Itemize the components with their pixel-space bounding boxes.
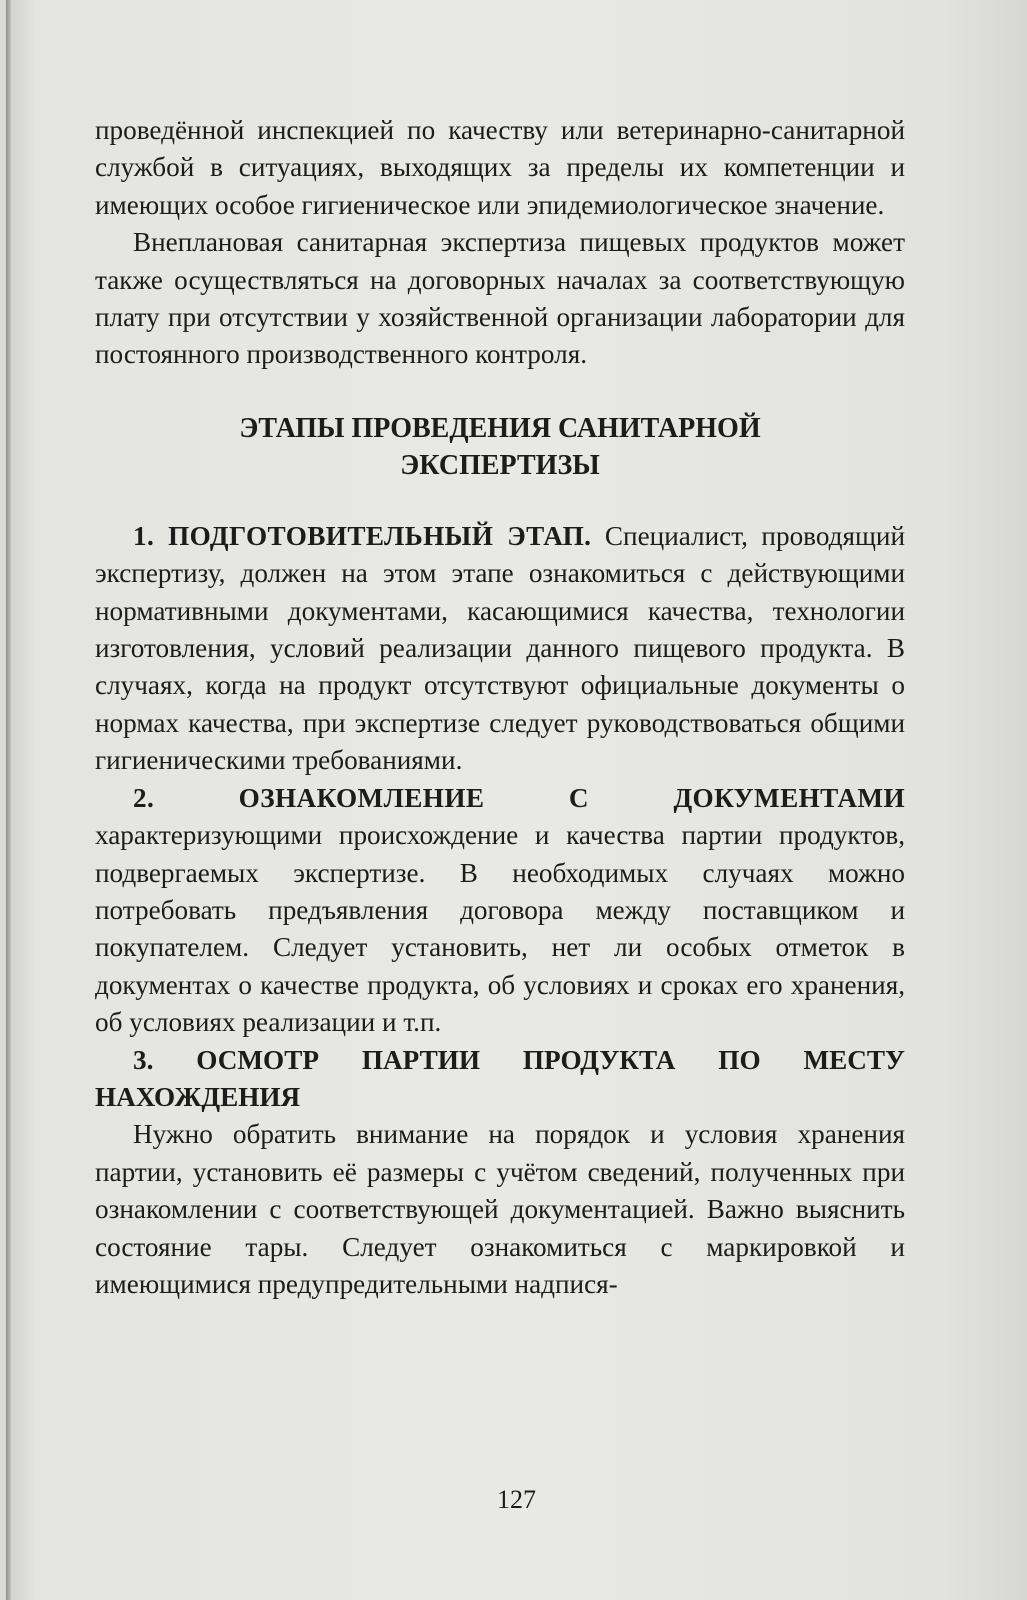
stage-1-text: Специалист, проводящий экспертизу, должен на этом этапе ознакомиться с действующими нормативными документами, касающимися качества, технологии изготовления, условий реализации данного пищевого продукта. В случаях, когда на продукт отсутствуют официальные документы о нормах качества, при экспертизе следует руководствоваться общими гигиеническими требованиями. bbox=[95, 520, 905, 776]
stage-1-paragraph bbox=[95, 518, 905, 780]
stage-3-text: Нужно обратить внимание на порядок и условия хранения партии, установить её размеры с учётом сведений, полученных при ознакомлении с соответствующей документацией. Важно выяснить состояние тары. Следует ознакомиться с маркировкой и имеющимися предупредительными надпися- bbox=[95, 1119, 905, 1299]
page-number: 127 bbox=[497, 1485, 536, 1514]
section-heading: ЭТАПЫ ПРОВЕДЕНИЯ САНИТАРНОЙ ЭКСПЕРТИЗЫ bbox=[239, 412, 761, 481]
paragraph-inspection: проведённой инспекцией по качеству или ветеринарно-санитарной службой в ситуациях, выходящих за пределы их компетенции и имеющих особое гигиеническое или эпидемиологическое значение. bbox=[95, 115, 905, 220]
stage-2-title: 2. ОЗНАКОМЛЕНИЕ С ДОКУМЕНТАМИ bbox=[133, 782, 905, 813]
page-binding-edge bbox=[6, 0, 11, 1600]
page-body bbox=[95, 112, 905, 1303]
stage-2-paragraph bbox=[95, 780, 905, 1042]
stage-3-title: 3. ОСМОТР ПАРТИИ ПРОДУКТА ПО МЕСТУ НАХОЖДЕНИЯ bbox=[95, 1044, 905, 1112]
paragraph-unplanned-expertise: Внеплановая санитарная экспертиза пищевых продуктов может также осуществляться на договорных началах за соответствующую плату при отсутствии у хозяйственной организации лаборатории для постоянного производственного контроля. bbox=[95, 227, 905, 370]
stage-2-text: характеризующими происхождение и качества партии продуктов, подвергаемых экспертизе. В необходимых случаях можно потребовать предъявления договора между поставщиком и покупателем. Следует установить, нет ли особых отметок в документах о качестве продукта, об условиях и сроках его хранения, об условиях реализации и т.п. bbox=[95, 820, 905, 1038]
book-page bbox=[6, 0, 1027, 1600]
stage-1-title: 1. ПОДГОТОВИТЕЛЬНЫЙ ЭТАП. bbox=[133, 520, 592, 551]
